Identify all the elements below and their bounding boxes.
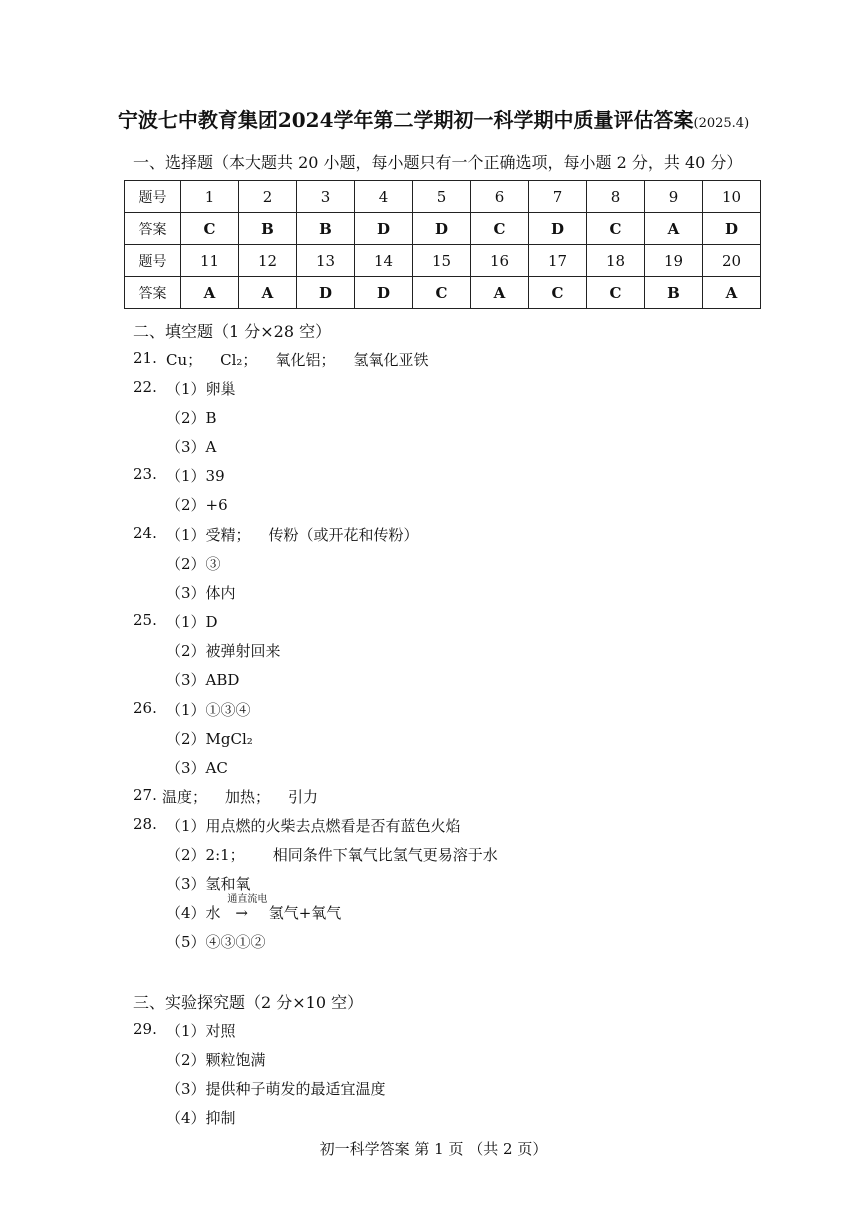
q29-number: 29. (133, 1020, 157, 1038)
multiple-choice-answer-table (124, 180, 761, 309)
q23-s2: （2）+6 (166, 496, 228, 514)
question-number: 3 (297, 181, 355, 213)
q28-s3: （3）氢和氧 (166, 875, 251, 893)
q21-answer (166, 349, 428, 370)
answer-cell: C (471, 213, 529, 245)
q28-s2b: 相同条件下氧气比氢气更易溶于水 (272, 846, 498, 864)
document-title (0, 104, 867, 133)
question-number: 7 (529, 181, 587, 213)
answer-cell: D (297, 277, 355, 309)
page-footer: 初一科学答案 第 1 页 （共 2 页） (319, 1140, 548, 1158)
q28-number: 28. (133, 815, 157, 833)
q24-s3: （3）体内 (166, 584, 236, 602)
q22-s1: （1）卵巢 (166, 380, 236, 398)
answer-cell: C (587, 277, 645, 309)
table-row-numbers-1 (125, 181, 761, 213)
answer-cell: B (239, 213, 297, 245)
q24-s1b: 传粉（或开花和传粉） (268, 526, 419, 544)
q24-s1 (166, 524, 419, 545)
answer-cell: C (413, 277, 471, 309)
q27-number: 27. (133, 786, 157, 804)
answer-cell: C (181, 213, 239, 245)
label-question-number: 题号 (125, 245, 181, 277)
q24-number: 24. (133, 524, 157, 542)
section3-heading: 三、实验探究题（2 分×10 空） (133, 993, 364, 1012)
q28-s2a: （2）2:1； (166, 846, 245, 864)
answer-cell: C (529, 277, 587, 309)
table-row-answers-1 (125, 213, 761, 245)
answer-cell: D (355, 213, 413, 245)
q21-a: Cu； (166, 351, 203, 369)
question-number: 18 (587, 245, 645, 277)
q21-number: 21. (133, 349, 157, 367)
answer-cell: D (529, 213, 587, 245)
q22-number: 22. (133, 378, 157, 396)
reaction-condition: 通直流电 (227, 894, 268, 905)
question-number: 19 (645, 245, 703, 277)
section1-heading: 一、选择题（本大题共 20 小题，每小题只有一个正确选项，每小题 2 分，共 40 分） (133, 153, 743, 172)
q24-s2: （2）③ (166, 555, 221, 573)
answer-cell: D (355, 277, 413, 309)
question-number: 1 (181, 181, 239, 213)
q25-s1: （1）D (166, 613, 218, 631)
q24-s1a: （1）受精； (166, 526, 251, 544)
answer-cell: A (645, 213, 703, 245)
answer-cell: A (471, 277, 529, 309)
label-question-number: 题号 (125, 181, 181, 213)
question-number: 8 (587, 181, 645, 213)
q26-s2: （2）MgCl₂ (166, 730, 253, 748)
question-number: 20 (703, 245, 761, 277)
question-number: 17 (529, 245, 587, 277)
question-number: 15 (413, 245, 471, 277)
answer-cell: A (181, 277, 239, 309)
answer-cell: B (297, 213, 355, 245)
q22-s3: （3）A (166, 438, 217, 456)
q23-number: 23. (133, 465, 157, 483)
answer-cell: A (239, 277, 297, 309)
answer-cell: C (587, 213, 645, 245)
reaction-arrow (227, 894, 268, 922)
answer-cell: D (413, 213, 471, 245)
q28-s4 (166, 894, 342, 923)
q29-s2: （2）颗粒饱满 (166, 1051, 266, 1069)
title-date: (2025.4) (693, 116, 750, 131)
question-number: 14 (355, 245, 413, 277)
q25-number: 25. (133, 611, 157, 629)
question-number: 2 (239, 181, 297, 213)
q26-s3: （3）AC (166, 759, 228, 777)
q29-s4: （4）抑制 (166, 1109, 236, 1127)
q28-s4a: （4）水 (166, 904, 221, 922)
q27-a: 温度； (162, 788, 208, 806)
q29-s1: （1）对照 (166, 1022, 236, 1040)
answer-cell: A (703, 277, 761, 309)
q27-c: 引力 (288, 788, 319, 806)
q21-d: 氢氧化亚铁 (353, 351, 429, 369)
table-row-numbers-2 (125, 245, 761, 277)
arrow-icon: → (235, 904, 248, 922)
question-number: 11 (181, 245, 239, 277)
section2-heading: 二、填空题（1 分×28 空） (133, 322, 332, 341)
q22-s2: （2）B (166, 409, 217, 427)
q25-s3: （3）ABD (166, 671, 240, 689)
q26-number: 26. (133, 699, 157, 717)
q25-s2: （2）被弹射回来 (166, 642, 281, 660)
question-number: 9 (645, 181, 703, 213)
question-number: 4 (355, 181, 413, 213)
label-answer: 答案 (125, 213, 181, 245)
q28-s4b: 氢气+氧气 (268, 904, 342, 922)
q21-b: Cl₂； (220, 351, 258, 369)
question-number: 6 (471, 181, 529, 213)
table-row-answers-2 (125, 277, 761, 309)
q26-s1: （1）①③④ (166, 701, 251, 719)
q27-b: 加热； (225, 788, 271, 806)
q23-s1: （1）39 (166, 467, 225, 485)
label-answer: 答案 (125, 277, 181, 309)
q21-c: 氧化铝； (275, 351, 336, 369)
answer-cell: B (645, 277, 703, 309)
question-number: 13 (297, 245, 355, 277)
q28-s2 (166, 844, 498, 865)
answer-cell: D (703, 213, 761, 245)
q28-s5: （5）④③①② (166, 933, 266, 951)
q27-answer (162, 786, 318, 807)
q29-s3: （3）提供种子萌发的最适宜温度 (166, 1080, 386, 1098)
q28-s1: （1）用点燃的火柴去点燃看是否有蓝色火焰 (166, 817, 461, 835)
question-number: 5 (413, 181, 471, 213)
question-number: 10 (703, 181, 761, 213)
title-main: 宁波七中教育集团2024学年第二学期初一科学期中质量评估答案 (117, 108, 694, 132)
question-number: 12 (239, 245, 297, 277)
question-number: 16 (471, 245, 529, 277)
